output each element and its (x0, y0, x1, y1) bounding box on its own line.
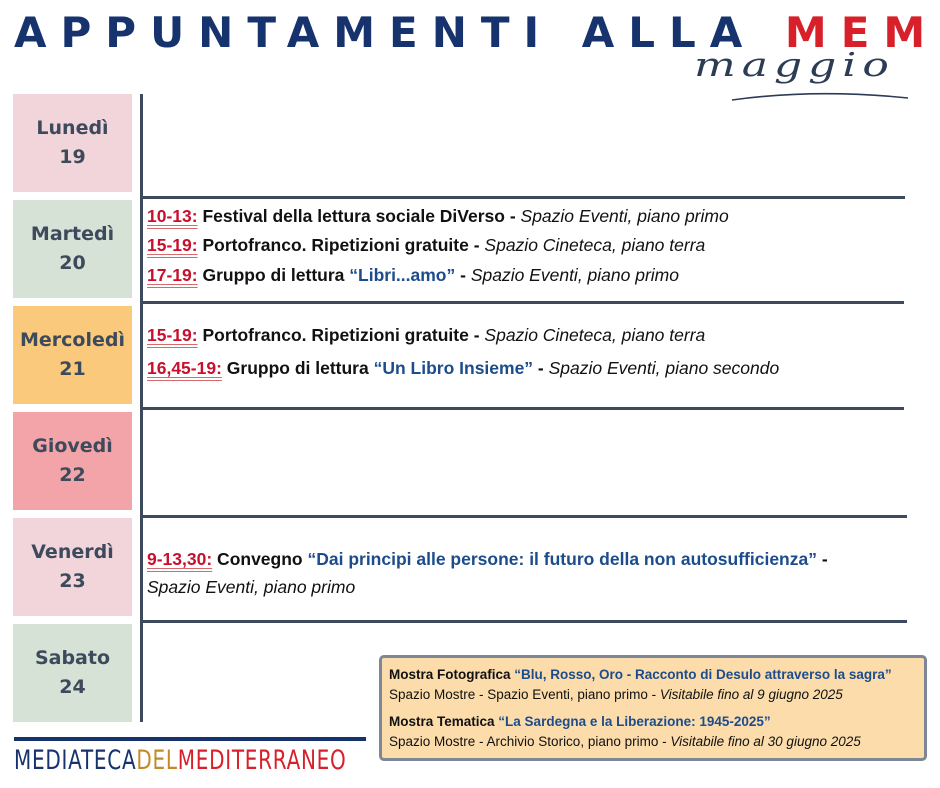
event-time: 15-19: (147, 325, 198, 345)
event-location: Spazio Cineteca, piano terra (484, 235, 706, 255)
schedule-row-divider (143, 301, 904, 304)
event-time: 10-13: (147, 206, 198, 226)
day-number: 19 (59, 146, 86, 168)
event-location: Spazio Eventi, piano primo (147, 577, 356, 597)
exhibition-label: Mostra Tematica (389, 714, 499, 729)
event-title: Portofranco. Ripetizioni gratuite (197, 235, 469, 255)
brand-part-2: DEL (136, 745, 178, 776)
day-number: 22 (59, 464, 86, 486)
event-item (147, 358, 779, 379)
event-item (147, 206, 729, 227)
event-quoted-title: “Un Libro Insieme” (373, 358, 534, 378)
day-box-sabato (13, 624, 132, 722)
day-box-martedi (13, 200, 132, 298)
day-box-mercoledi (13, 306, 132, 404)
exhibition-info-row (389, 732, 924, 752)
schedule-row-divider (143, 515, 907, 518)
event-time: 9-13,30: (147, 549, 213, 569)
event-item (147, 265, 679, 286)
day-name: Giovedì (32, 435, 113, 457)
schedule-row-divider (143, 620, 907, 623)
event-separator: - (455, 265, 471, 285)
event-item (147, 325, 705, 346)
event-title: Gruppo di lettura (221, 358, 374, 378)
event-separator: - (504, 206, 521, 226)
day-number: 24 (59, 676, 86, 698)
exhibition-info-row (389, 685, 924, 705)
schedule-row-divider (143, 196, 905, 199)
day-name: Lunedì (36, 117, 109, 139)
event-title: Gruppo di lettura (197, 265, 350, 285)
brand-logo (14, 745, 347, 776)
day-box-venerdi (13, 518, 132, 616)
brand-part-3: MEDITERRANEO (177, 745, 347, 776)
day-name: Sabato (34, 647, 111, 669)
exhibition-until: Visitabile fino al 30 giugno 2025 (670, 734, 861, 749)
brand-part-1: MEDIATECA (14, 745, 137, 776)
event-quoted-title: “Libri...amo” (349, 265, 456, 285)
brand-rule (14, 737, 366, 741)
exhibition-until: Visitabile fino al 9 giugno 2025 (659, 687, 843, 702)
event-quoted-title: “Dai principi alle persone: il futuro della non autosufficienza” (307, 549, 817, 569)
exhibition-location: Spazio Mostre - Spazio Eventi, piano primo - (389, 687, 660, 702)
day-number: 20 (59, 252, 86, 274)
month-swash-decoration (730, 90, 910, 104)
event-location: Spazio Eventi, piano primo (520, 206, 729, 226)
event-location: Spazio Eventi, piano primo (470, 265, 679, 285)
event-separator: - (468, 235, 485, 255)
event-separator: - (533, 358, 549, 378)
day-number: 23 (59, 570, 86, 592)
schedule-row-divider (143, 407, 904, 410)
day-box-giovedi (13, 412, 132, 510)
exhibition-label: Mostra Fotografica (389, 667, 515, 682)
event-separator: - (816, 549, 828, 569)
exhibition-location: Spazio Mostre - Archivio Storico, piano primo - (389, 734, 671, 749)
event-title: Convegno (212, 549, 308, 569)
exhibition-title-row (389, 712, 924, 732)
day-name: Mercoledì (20, 329, 125, 351)
exhibition-title: “Blu, Rosso, Oro - Racconto di Desulo attraverso la sagra” (514, 667, 892, 682)
day-number: 21 (59, 358, 86, 380)
day-name: Venerdì (31, 541, 114, 563)
event-location: Spazio Eventi, piano secondo (548, 358, 780, 378)
month-label: maggio (694, 46, 895, 85)
exhibition-title-row (389, 665, 924, 685)
event-separator: - (468, 325, 485, 345)
event-location: Spazio Cineteca, piano terra (484, 325, 706, 345)
event-item (147, 545, 907, 601)
day-box-lunedi (13, 94, 132, 192)
event-time: 17-19: (147, 265, 198, 285)
event-time: 16,45-19: (147, 358, 222, 378)
day-name: Martedì (30, 223, 115, 245)
event-item (147, 235, 705, 256)
event-title: Festival della lettura sociale DiVerso (197, 206, 505, 226)
event-title: Portofranco. Ripetizioni gratuite (197, 325, 469, 345)
title-main: APPUNTAMENTI ALLA (14, 8, 785, 57)
exhibition-title: “La Sardegna e la Liberazione: 1945-2025” (498, 714, 771, 729)
event-time: 15-19: (147, 235, 198, 255)
exhibitions-box (379, 655, 927, 761)
title-accent: MEM (784, 8, 940, 57)
